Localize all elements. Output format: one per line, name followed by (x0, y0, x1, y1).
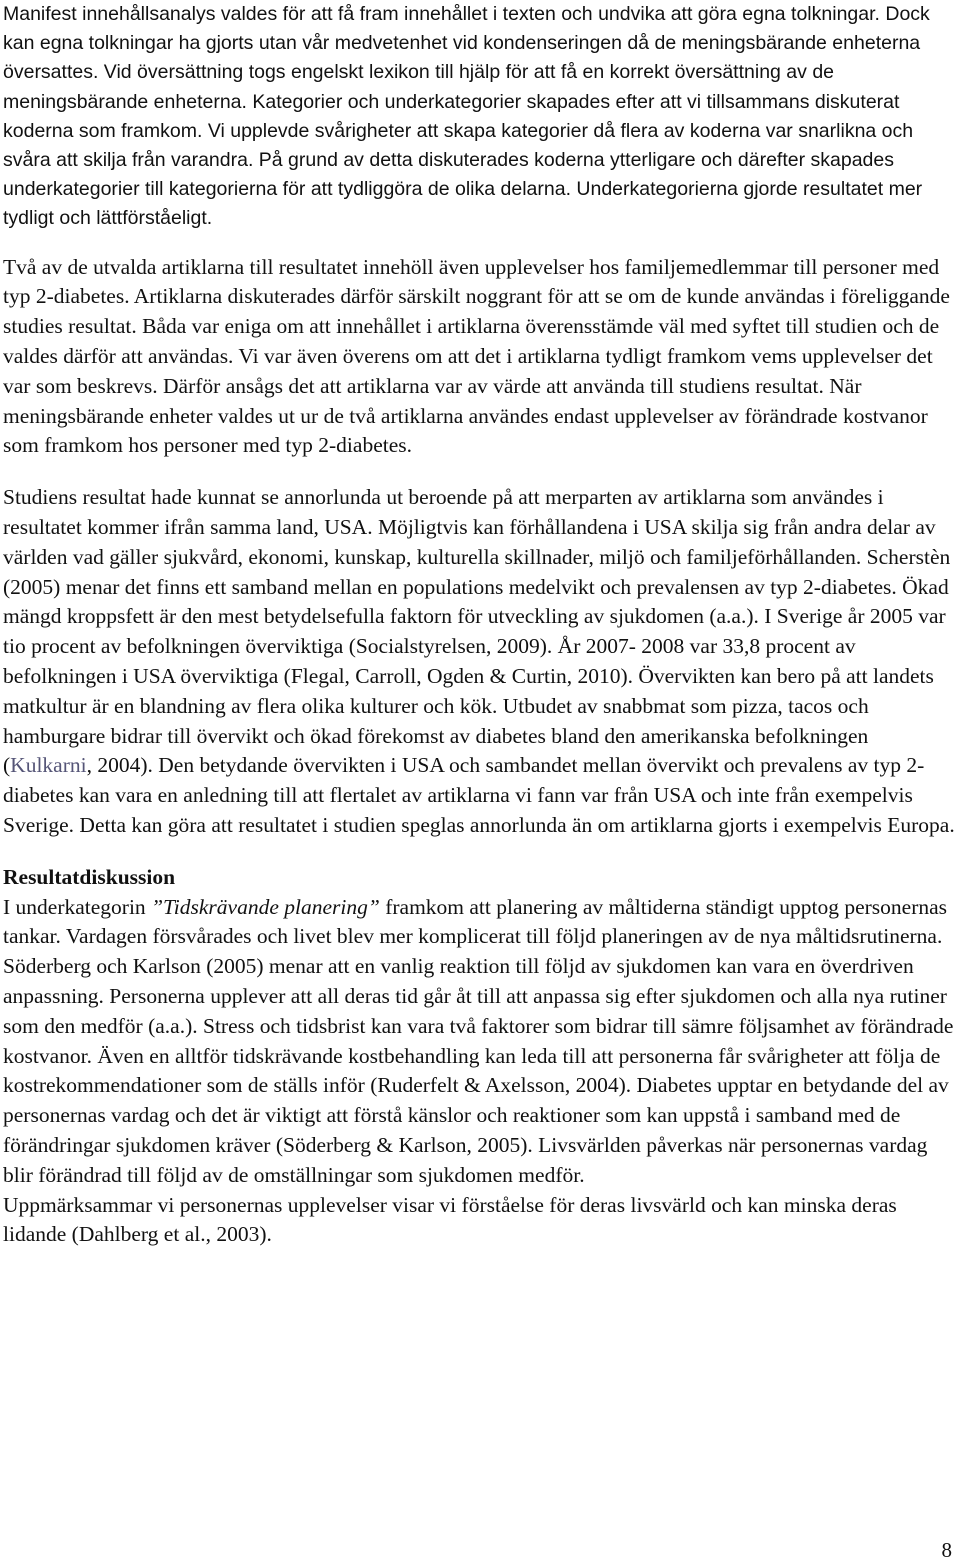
paragraph-spacer (3, 841, 959, 863)
paragraph-family-members: Två av de utvalda artiklarna till resultatet innehöll även upplevelser hos familjemedlemmar till personer med typ 2-diabetes. Artiklarna diskuterades därför särskilt noggrant för att se om de kunde användas i föreliggande studies resultat. Båda var eniga om att innehållet i artiklarna överensstämde väl med syftet till studien och de valdes därför att användas. Vi var även överens om att det i artiklarna tydligt framkom vems upplevelser det var som beskrevs. Därför ansågs det att artiklarna var av värde att använda till studiens resultat. När meningsbärande enheter valdes ut ur de två artiklarna användes endast upplevelser av förändrade kostvanor som framkom hos personer med typ 2-diabetes. (3, 254, 950, 458)
document-page (3, 0, 959, 1250)
reference-link-kulkarni[interactable]: Kulkarni (10, 753, 87, 778)
subcategory-title: ”Tidskrävande planering” (151, 894, 380, 919)
paragraph-method: Manifest innehållsanalys valdes för att få fram innehållet i texten och undvika att göra egna tolkningar. Dock kan egna tolkningar ha gjorts utan vår medvetenhet vid kondenseringen då de meningsbärande enheterna översattes. Vid översättning togs engelskt lexikon till hjälp för att få en korrekt översättning av de meningsbärande enheterna. Kategorier och underkategorier skapades efter att vi tillsammans diskuterat koderna som framkom. Vi upplevde svårigheter att skapa kategorier då flera av koderna var snarlikna och svåra att skilja från varandra. På grund av detta diskuterades koderna ytterligare och därefter skapades underkategorier till kategorierna för att tydliggöra de olika delarna. Underkategorierna gjorde resultatet mer tydligt och lättförståeligt. (3, 3, 930, 230)
paragraph-usa-results (3, 483, 959, 841)
paragraph-time-planning (3, 893, 959, 1191)
paragraph-text: framkom att planering av måltiderna ständigt upptog personernas tankar. Vardagen försvårades och livet blev mer komplicerat till följd planeringen av de nya måltidsrutinerna. Söderberg och Karlson (2005) menar att en vanlig reaktion till följd av sjukdomen kan vara en överdriven anpassning. Personerna upplever att all deras tid går åt till att anpassa sig efter sjukdomen och alla nya rutiner som den medför (a.a.). Stress och tidsbrist kan vara två faktorer som bidrar till sämre följsamhet av förändrade kostvanor. Även en alltför tidskrävande kostbehandling kan leda till att personerna får svårigheter att följa de kostrekommendationer som de ställs inför (Ruderfelt & Axelsson, 2004). Diabetes upptar en betydande del av personernas vardag och det är viktigt att förstå känslor och reaktioner som kan uppstå i samband med de förändringar sjukdomen kräver (Söderberg & Karlson, 2005). Livsvärlden påverkas när personernas vardag blir förändrad till följd av de omställningar som sjukdomen medför. (3, 894, 954, 1187)
paragraph-spacer (3, 461, 959, 483)
paragraph-text: , 2004). Den betydande övervikten i USA och sambandet mellan övervikt och prevalens av typ 2-diabetes kan vara en anledning till att flertalet av artiklarna vi fann var från USA och inte från exempelvis Sverige. Detta kan göra att resultatet i studien speglas annorlunda än om artiklarna gjorts i exempelvis Europa. (3, 753, 955, 837)
paragraph-text: I underkategorin (3, 894, 152, 919)
page-number: 8 (941, 1538, 952, 1562)
paragraph-text: Studiens resultat hade kunnat se annorlunda ut beroende på att merparten av artiklarna som användes i resultatet kommer ifrån samma land, USA. Möjligtvis kan förhållandena i USA skilja sig från andra delar av världen vad gäller sjukvård, ekonomi, kunskap, kulturella skillnader, miljö och familjeförhållanden. Scherstèn (2005) menar det finns ett samband mellan en populations medelvikt och prevalensen av typ 2-diabetes. Ökad mängd kroppsfett är den mest betydelsefulla faktorn för utveckling av sjukdomen (a.a.). I Sverige år 2005 var tio procent av befolkningen överviktiga (Socialstyrelsen, 2009). År 2007- 2008 var 33,8 procent av befolkningen i USA överviktiga (Flegal, Carroll, Ogden & Curtin, 2010). Övervikten kan bero på att landets matkultur är en blandning av flera olika kulturer och kök. Utbudet av snabbmat som pizza, tacos och hamburgare bidrar till övervikt och ökad förekomst av diabetes bland den amerikanska befolkningen ( (3, 485, 951, 778)
section-heading: Resultatdiskussion (3, 864, 176, 889)
paragraph-spacer (3, 234, 959, 253)
paragraph-lifeworld: Uppmärksammar vi personernas upplevelser visar vi förståelse för deras livsvärld och kan minska deras lidande (Dahlberg et al., 2003). (3, 1192, 897, 1247)
